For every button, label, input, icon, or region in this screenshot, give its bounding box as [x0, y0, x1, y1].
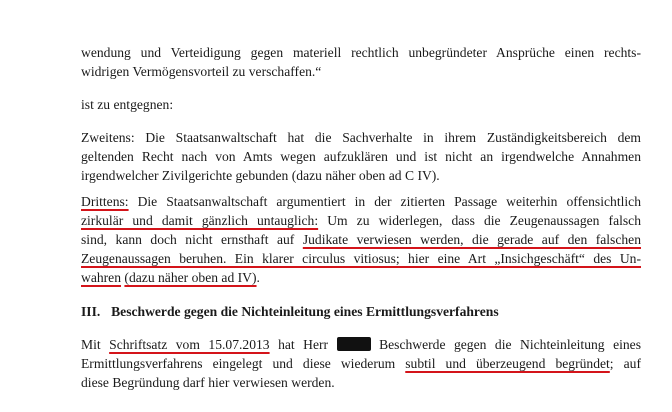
- paragraph-4-line-4: [81, 249, 641, 268]
- text-run: Beschwerde gegen die Nichteinleitung eines: [370, 337, 641, 352]
- paragraph-1-line-1: wendung und Verteidigung gegen materiell rechtlich unbegründeter Ansprüche einen rechts-: [81, 45, 641, 60]
- underlined-phrase: Schriftsatz vom 15.07.2013: [109, 337, 270, 352]
- underlined-phrase: wahren: [81, 270, 122, 285]
- paragraph-2: ist zu entgegnen:: [81, 97, 174, 112]
- paragraph-5-line-3: diese Begründung darf hier verwiesen werden.: [81, 375, 335, 390]
- paragraph-4-line-2: [81, 211, 641, 230]
- text-run: Ermittlungsverfahrens eingelegt und diese wiederum: [81, 356, 406, 371]
- drittens-label: Drittens:: [81, 194, 129, 209]
- underlined-phrase: Judikate verwiesen werden, die gerade auf den falschen: [302, 232, 641, 247]
- underlined-phrase: zirkulär und damit gänzlich untauglich:: [81, 213, 319, 228]
- text-run: ; auf: [609, 356, 641, 371]
- paragraph-3-line-2: geltenden Recht nach von Amts wegen aufzuklären und ist nicht an irgendwelche Annahmen: [81, 149, 641, 164]
- underlined-phrase: (dazu näher oben ad IV): [124, 270, 257, 285]
- paragraph-1-line-2: widrigen Vermögensvorteil zu verschaffen.“: [81, 64, 322, 79]
- paragraph-3-line-1: Zweitens: Die Staatsanwaltschaft hat die Sachverhalte in ihrem Zuständigkeitsbereich dem: [81, 130, 641, 145]
- text-run: Mit: [81, 337, 110, 352]
- paragraph-4-line-5: [81, 268, 641, 287]
- redaction-bar: [337, 337, 371, 351]
- paragraph-4-line-3: [81, 230, 641, 249]
- section-number: III.: [81, 304, 101, 319]
- text-run: Um zu widerlegen, dass die Zeugenaussagen falsch: [318, 213, 641, 228]
- text-run: Die Staatsanwaltschaft argumentiert in der zitierten Passage weiterhin offensichtlich: [128, 194, 641, 209]
- text-run: hat Herr: [269, 337, 337, 352]
- text-run: .: [256, 270, 260, 285]
- paragraph-3-line-3: irgendwelcher Zivilgerichte gebunden (dazu näher oben ad C IV).: [81, 168, 440, 183]
- text-run: sind, kann doch nicht ernsthaft auf: [81, 232, 303, 247]
- paragraph-5-line-2: [81, 354, 641, 373]
- underlined-phrase: Zeugenaussagen beruhen. Ein klarer circulus vitiosus; hier eine Art „Insichgeschäft“ des Un-: [81, 251, 641, 266]
- paragraph-4-line-1: [81, 192, 641, 211]
- section-heading: [81, 302, 641, 321]
- paragraph-5-line-1: [81, 335, 641, 354]
- section-title: Beschwerde gegen die Nichteinleitung eines Ermittlungsverfahrens: [111, 304, 499, 319]
- underlined-phrase: subtil und überzeugend begründet: [405, 356, 610, 371]
